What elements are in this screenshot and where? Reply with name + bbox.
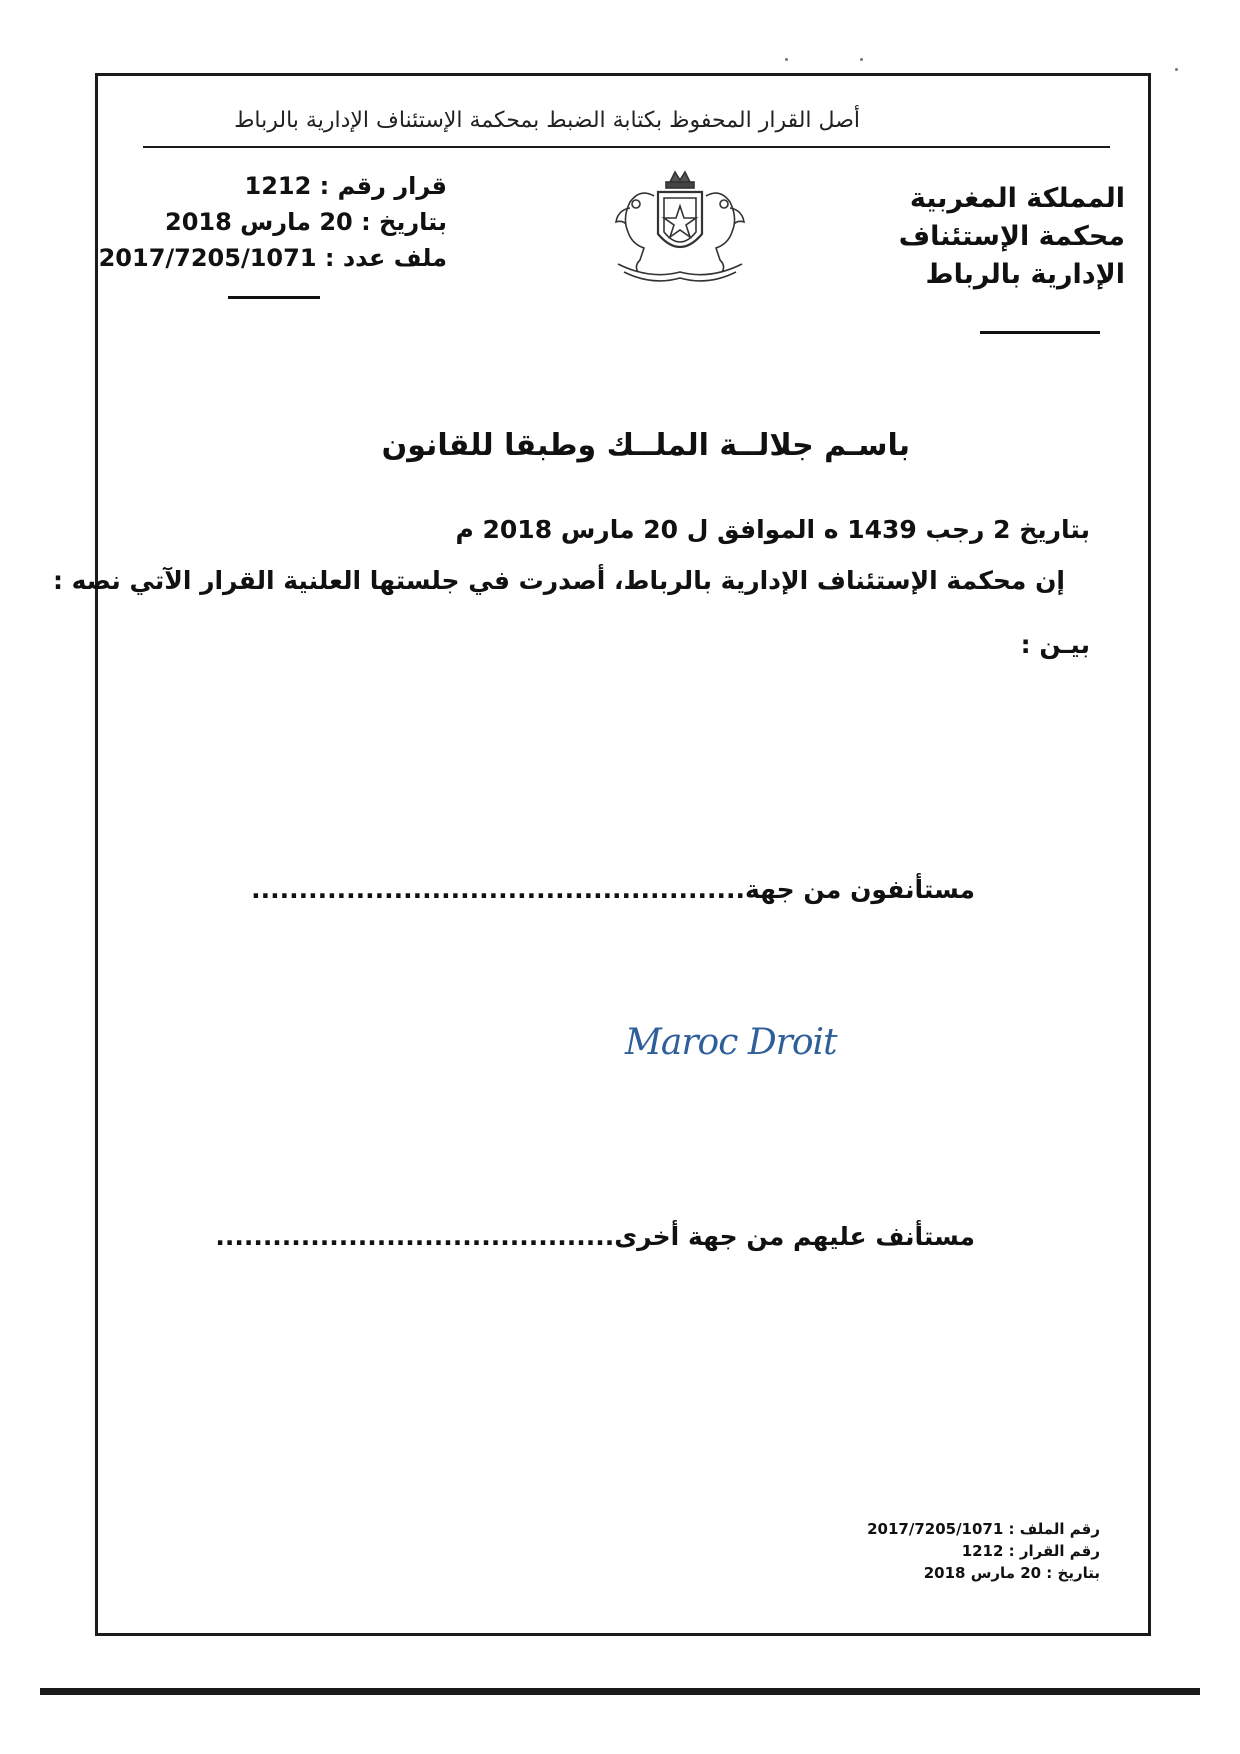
decision-heading: باسـم جلالــة الملــك وطبقا للقانون xyxy=(381,428,910,463)
reference-underline xyxy=(228,296,320,299)
country-name: المملكة المغربية xyxy=(909,183,1125,214)
decision-date: بتاريخ : 20 مارس 2018 xyxy=(165,208,447,236)
footer-reference xyxy=(867,1518,1100,1584)
reference-block xyxy=(98,168,447,276)
court-name-underline xyxy=(980,331,1100,334)
scan-speck xyxy=(860,58,863,61)
scan-speck xyxy=(785,58,788,61)
page-border xyxy=(95,73,1151,1636)
coat-of-arms-icon xyxy=(600,168,760,290)
court-name-block xyxy=(899,180,1125,294)
respondents-line: مستأنف عليهم من جهة أخرى.......................................... xyxy=(215,1222,975,1251)
header-divider xyxy=(143,146,1110,148)
decision-number: قرار رقم : 1212 xyxy=(244,172,447,200)
footer-decision-number: رقم القرار : 1212 xyxy=(961,1542,1100,1560)
decision-date-line: بتاريخ 2 رجب 1439 ه الموافق ل 20 مارس 2018 م xyxy=(455,515,1090,544)
watermark: Maroc Droit xyxy=(625,1022,837,1063)
file-number: ملف عدد : 2017/7205/1071 xyxy=(98,244,447,272)
court-name: محكمة الإستئناف xyxy=(898,221,1125,252)
parties-label: بيـن : xyxy=(1020,630,1090,659)
court-jurisdiction: الإدارية بالرباط xyxy=(925,259,1125,290)
decision-intro: إن محكمة الإستئناف الإدارية بالرباط، أصدرت في جلستها العلنية القرار الآتي نصه : xyxy=(52,566,1065,595)
scan-speck xyxy=(1175,68,1178,71)
appellants-line: مستأنفون من جهة.................................................... xyxy=(251,875,975,904)
scan-edge-bar xyxy=(40,1688,1200,1695)
footer-date: بتاريخ : 20 مارس 2018 xyxy=(923,1564,1100,1582)
archive-note: أصل القرار المحفوظ بكتابة الضبط بمحكمة الإستئناف الإدارية بالرباط xyxy=(234,108,860,133)
footer-file-number: رقم الملف : 2017/7205/1071 xyxy=(867,1520,1100,1538)
